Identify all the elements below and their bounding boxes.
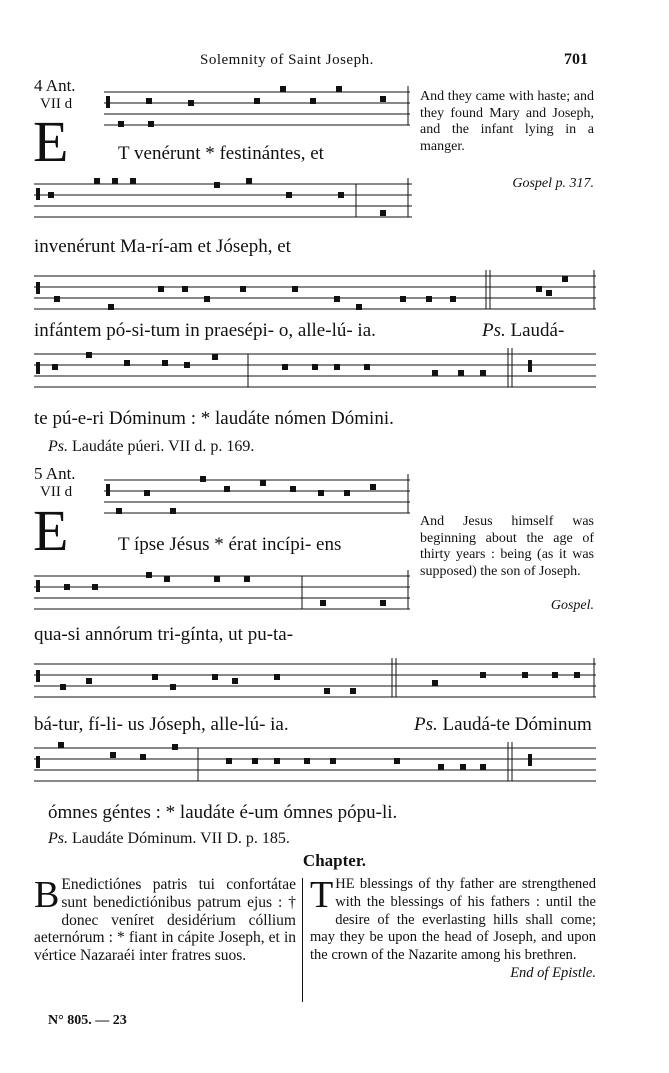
chapter-english-text [310, 876, 596, 983]
chant-staff-a4-2 [34, 178, 414, 226]
antiphon-5-ps-ref-text: Laudáte Dóminum. VII D. p. 185. [72, 830, 290, 847]
antiphon-5-psalm-ref [48, 830, 290, 848]
antiphon-5-gospel-ref [420, 598, 594, 615]
antiphon-5-ps-ref-label: Ps. [48, 830, 68, 847]
chapter-english-end: End of Epistle. [510, 964, 596, 981]
antiphon-4-initial: E [33, 109, 69, 174]
chapter-latin-initial: B [34, 874, 60, 916]
antiphon-4-gospel-ref-text: Gospel p. 317. [512, 176, 594, 191]
antiphon-4-mode: VII d [40, 96, 73, 112]
chapter-latin-text [34, 876, 296, 965]
antiphon-4-ps-label: Ps. [482, 320, 506, 341]
column-divider [302, 878, 303, 1002]
antiphon-4-psalm-inline [482, 320, 564, 342]
antiphon-4-lyric-line-2: invenérunt Ma-rí-am et Jóseph, et [34, 236, 291, 257]
antiphon-5-ps-inline-text: Laudá-te Dóminum [442, 714, 592, 735]
antiphon-5-lyric-line-4: ómnes géntes : * laudáte é-um ómnes pópu-li. [48, 802, 398, 823]
antiphon-5-number: 5 Ant. [34, 464, 76, 483]
antiphon-4-translation: And they came with haste; and they found Mary and Joseph, and the infant lying in a manger. [420, 89, 594, 154]
chapter-english-initial: T [310, 874, 334, 916]
chant-staff-a5-1 [104, 474, 414, 522]
antiphon-5-lyric-line-2: qua-si annórum tri-gínta, ut pu-ta- [34, 624, 294, 645]
antiphon-4-ps-inline-text: Laudá- [510, 320, 565, 341]
chapter-heading: Chapter. [302, 851, 367, 870]
chant-staff-a5-4 [34, 742, 600, 792]
antiphon-4-ps-ref-label: Ps. [48, 438, 68, 455]
antiphon-5-gospel-ref-text: Gospel. [550, 598, 594, 613]
antiphon-4-number: 4 Ant. [34, 76, 76, 95]
antiphon-5-lyric-line-1: T ípse Jésus * érat incípi- ens [118, 534, 342, 555]
antiphon-4-psalm-ref [48, 438, 254, 456]
antiphon-5-psalm-inline [414, 714, 592, 736]
antiphon-5-initial: E [33, 498, 69, 563]
antiphon-5-ps-label: Ps. [414, 714, 438, 735]
footer-signature: N° 805. — 23 [48, 1013, 127, 1028]
running-header-title: Solemnity of Saint Joseph. [200, 52, 374, 68]
antiphon-5-lyric-line-3: bá-tur, fí-li- us Jóseph, alle-lú- ia. [34, 714, 289, 735]
antiphon-4-ps-ref-text: Laudáte púeri. VII d. p. 169. [72, 438, 255, 455]
chapter-english-body: HE blessings of thy father are strengthened with the blessings of his fathers : until the desire of the everlasting hills shall come; may they be upon the head of Joseph, and upon the crown of the Nazarite among his brethren. [310, 876, 596, 964]
antiphon-4-lyric-line-1: T venérunt * festinántes, et [118, 143, 324, 164]
chapter-latin-body: Enedictiónes patris tui confortátae sunt benedictiónibus patrum ejus : † donec veníret desidérium cóllium aeternórum : * fiant in cápite Joseph, et in vértice Nazaraéi inter fratres suos. [34, 876, 296, 965]
chant-staff-a5-3 [34, 658, 600, 706]
chant-staff-a4-3 [34, 270, 600, 318]
antiphon-5-mode: VII d [40, 484, 73, 500]
antiphon-4-gospel-ref [420, 176, 594, 193]
antiphon-5-translation: And Jesus himself was beginning about the age of thirty years : being (as it was supposed) the son of Joseph. [420, 514, 594, 579]
chant-staff-a5-2 [34, 570, 414, 618]
antiphon-4-lyric-line-4: te pú-e-ri Dóminum : * laudáte nómen Dómini. [34, 408, 394, 429]
chant-staff-a4-1 [104, 86, 414, 134]
page-number: 701 [564, 51, 588, 68]
antiphon-4-lyric-line-3: infántem pó-si-tum in praesépi- o, alle-lú- ia. [34, 320, 376, 341]
chant-staff-a4-4 [34, 348, 600, 398]
